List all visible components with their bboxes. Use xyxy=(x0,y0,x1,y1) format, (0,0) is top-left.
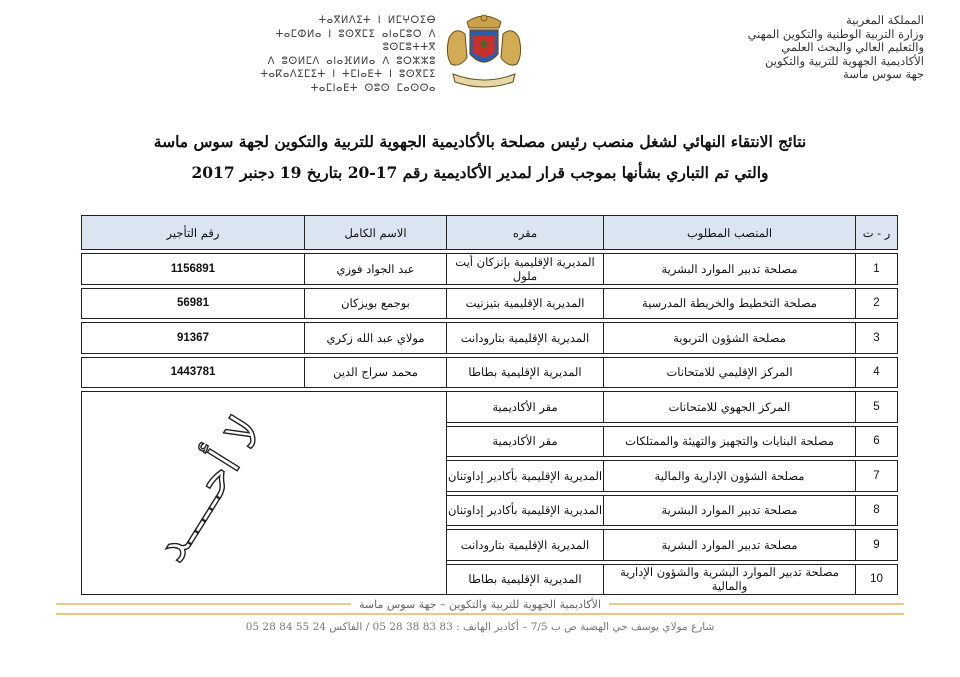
row-number: 5 xyxy=(856,392,898,423)
seat-cell: المديرية الإقليمية بأكادير إداوتنان xyxy=(447,461,604,492)
column-header: رقم التأجير xyxy=(82,216,305,250)
row-number: 9 xyxy=(856,530,898,561)
row-number: 1 xyxy=(856,254,898,285)
name-cell: محمد سراج الدين xyxy=(305,357,447,388)
page-title: نتائج الانتقاء النهائي لشغل منصب رئيس مصلحة بالأكاديمية الجهوية للتربية والتكوين لجهة سوس ماسة xyxy=(153,132,807,151)
header-line: ⵜⴰⵎⵏⴰⴹⵜ ⵙⵓⵙ ⵎⴰⵙⵙⴰ xyxy=(310,82,436,94)
header-line: ⵜⴰⵎⵀⵍⴰ ⵏ ⵓⵙⴳⵎⵉ ⴰⵏⴰⵎⵓⵔ ⴷ ⵓⵙⵎⵓⵜⵜⴳ xyxy=(275,28,436,53)
post-cell: مصلحة تدبير الموارد البشرية xyxy=(604,254,856,285)
column-header: مقره xyxy=(447,216,604,250)
row-number: 4 xyxy=(856,357,898,388)
header-line: ⴷ ⵓⵙⵍⵎⴷ ⴰⵏⴰⴼⵍⵍⴰ ⴷ ⵓⵔⵣⵣⵓ xyxy=(267,55,436,67)
header-line: ⵜⴰⴽⴰⴷⵉⵎⵉⵜ ⵏ ⵜⵎⵏⴰⴹⵜ ⵏ ⵓⵙⴳⵎⵉ xyxy=(260,69,436,80)
no-candidate-cell xyxy=(82,392,447,595)
post-cell: المركز الجهوي للامتحانات xyxy=(604,392,856,423)
name-cell: مولاي عبد الله زكري xyxy=(305,323,447,354)
table-row xyxy=(82,254,898,285)
ministry-header xyxy=(624,14,924,82)
seat-cell: المديرية الإقليمية بإنزكان أيت ملول xyxy=(447,254,604,285)
table-row xyxy=(82,357,898,388)
column-header: المنصب المطلوب xyxy=(604,216,856,250)
column-header: الاسم الكامل xyxy=(305,216,447,250)
table-header-row xyxy=(82,216,898,250)
row-number: 3 xyxy=(856,323,898,354)
results-table xyxy=(81,215,898,595)
table-row xyxy=(82,323,898,354)
post-cell: مصلحة تدبير الموارد البشرية والشؤون الإدارية والمالية xyxy=(604,564,856,595)
name-cell: بوجمع بويزكان xyxy=(305,288,447,319)
footer-title xyxy=(100,598,860,611)
header-line: المملكة المغربية xyxy=(845,13,924,27)
column-header: ر - ت xyxy=(856,216,898,250)
name-cell: عبد الجواد فوزي xyxy=(305,254,447,285)
payroll-cell: 91367 xyxy=(82,323,305,354)
coat-of-arms-emblem xyxy=(437,8,531,92)
no-candidate-mark: لا أحــــد xyxy=(142,406,273,571)
header-line: وزارة التربية الوطنية والتكوين المهني xyxy=(747,26,924,41)
header-line: الأكاديمية الجهوية للتربية والتكوين xyxy=(765,53,924,68)
post-cell: مصلحة الشؤون الإدارية والمالية xyxy=(604,461,856,492)
row-number: 8 xyxy=(856,495,898,526)
seat-cell: المديرية الإقليمية بطاطا xyxy=(447,357,604,388)
payroll-cell: 1443781 xyxy=(82,357,305,388)
post-cell: المركز الإقليمي للامتحانات xyxy=(604,357,856,388)
header-line: ⵜⴰⴳⵍⴷⵉⵜ ⵏ ⵍⵎⵖⵔⵉⴱ xyxy=(318,15,436,26)
row-number: 6 xyxy=(856,426,898,457)
tifinagh-header xyxy=(236,14,436,95)
post-cell: مصلحة تدبير الموارد البشرية xyxy=(604,530,856,561)
table-row xyxy=(82,392,898,423)
seat-cell: المديرية الإقليمية بتارودانت xyxy=(447,323,604,354)
post-cell: مصلحة تدبير الموارد البشرية xyxy=(604,495,856,526)
page-subtitle: والتي تم التباري بشأنها بموجب قرار لمدير الأكاديمية رقم 17-20 بتاريخ 19 دجنبر 2017 xyxy=(191,163,769,182)
seat-cell: مقر الأكاديمية xyxy=(447,426,604,457)
seat-cell: المديرية الإقليمية بطاطا xyxy=(447,564,604,595)
header-line: جهة سوس ماسة xyxy=(843,67,924,81)
footer-address: شارع مولاي يوسف حي الهضبة ص ب 7/5 – أكادير الهاتف : 83 83 38 28 05 / الفاكس 24 55 84 28 05 xyxy=(245,621,715,633)
seat-cell: المديرية الإقليمية بتارودانت xyxy=(447,530,604,561)
post-cell: مصلحة الشؤون التربوية xyxy=(604,323,856,354)
row-number: 2 xyxy=(856,288,898,319)
seat-cell: المديرية الإقليمية بتيزنيت xyxy=(447,288,604,319)
post-cell: مصلحة البنايات والتجهيز والتهيئة والممتلكات xyxy=(604,426,856,457)
payroll-cell: 1156891 xyxy=(82,254,305,285)
seat-cell: المديرية الإقليمية بأكادير إداوتنان xyxy=(447,495,604,526)
row-number: 7 xyxy=(856,461,898,492)
seat-cell: مقر الأكاديمية xyxy=(447,392,604,423)
payroll-cell: 56981 xyxy=(82,288,305,319)
footer-rule xyxy=(56,613,904,615)
table-row xyxy=(82,288,898,319)
post-cell: مصلحة التخطيط والخريطة المدرسية xyxy=(604,288,856,319)
header-line: والتعليم العالي والبحث العلمي xyxy=(781,40,924,54)
row-number: 10 xyxy=(856,564,898,595)
footer-title-text: الأكاديمية الجهوية للتربية والتكوين – جهة سوس ماسة xyxy=(351,598,609,611)
